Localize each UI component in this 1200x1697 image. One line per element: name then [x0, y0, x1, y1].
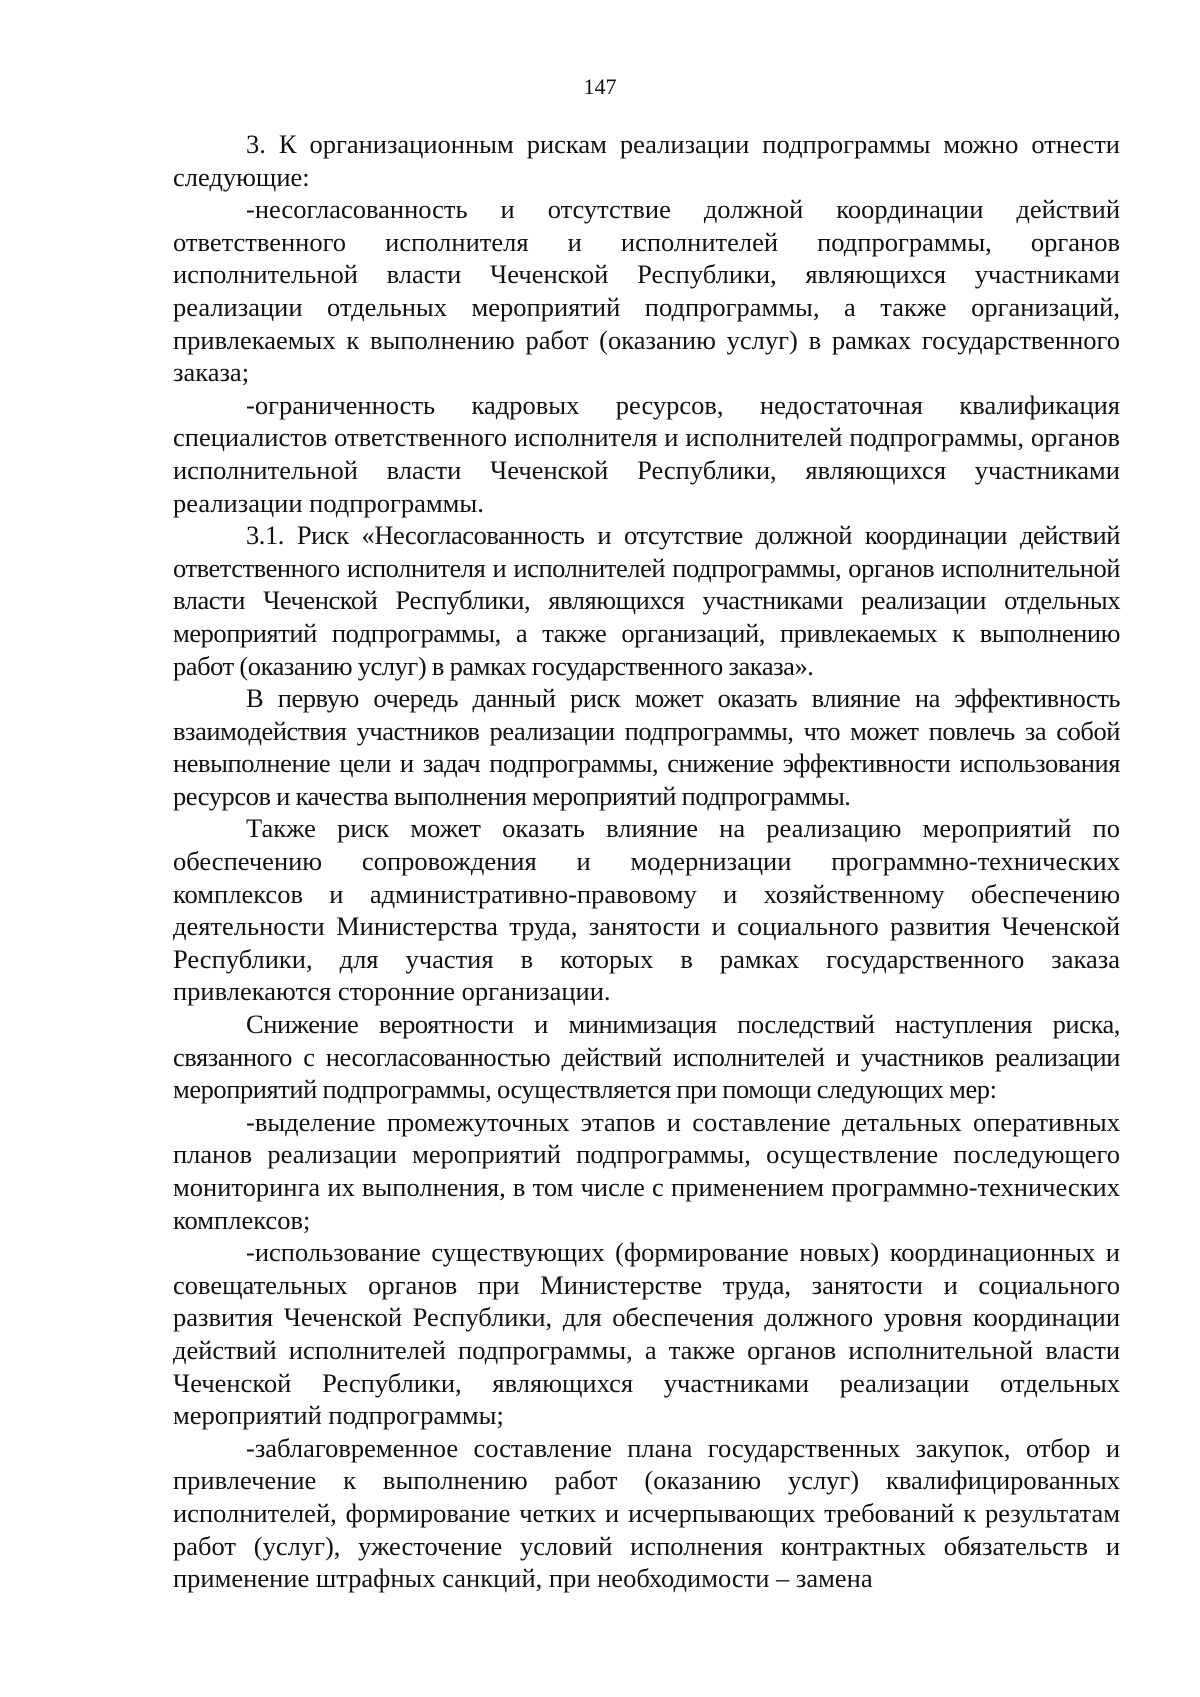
paragraph-measure-bodies: -использование существующих (формирование новых) координационных и совещательных органов при Министерстве труда, занятости и социального развития Чеченской Республики, для обеспечения должного уровня координации действий исполнителей подпрограммы, а также органов исполнительной власти Чеченской Республики, являющихся участниками реализации отдельных мероприятий подпрограммы;: [173, 1237, 1120, 1431]
paragraph-risk-activities: Также риск может оказать влияние на реализацию мероприятий по обеспечению сопровождения и модернизации программно-технических комплексов и административно-правовому и хозяйственному обеспечению деятельности Министерства труда, занятости и социального развития Чеченской Республики, для участия в которых в рамках государственного заказа привлекаются сторонние организации.: [173, 813, 1120, 1007]
paragraph-mitigation-intro: Снижение вероятности и минимизация последствий наступления риска, связанного с несогласованностью действий исполнителей и участников реализации мероприятий подпрограммы, осуществляется при помощи следующих мер:: [173, 1009, 1120, 1105]
page-number: 147: [583, 74, 617, 99]
paragraph-risk-3-1: 3.1. Риск «Несогласованность и отсутствие должной координации действий ответственного исполнителя и исполнителей подпрограммы, органов исполнительной власти Чеченской Республики, являющихся участниками реализации отдельных мероприятий подпрограммы, а также организаций, привлекаемых к выполнению работ (оказанию услуг) в рамках государственного заказа».: [173, 520, 1120, 681]
paragraph-organizational-risks-intro: 3. К организационным рискам реализации подпрограммы можно отнести следующие:: [173, 129, 1120, 192]
document-body: [173, 128, 1120, 1595]
paragraph-risk-influence: В первую очередь данный риск может оказать влияние на эффективность взаимодействия участников реализации подпрограммы, что может повлечь за собой невыполнение цели и задач подпрограммы, снижение эффективности использования ресурсов и качества выполнения мероприятий подпрограммы.: [173, 683, 1120, 811]
paragraph-measure-stages: -выделение промежуточных этапов и составление детальных оперативных планов реализации мероприятий подпрограммы, осуществление последующего мониторинга их выполнения, в том числе с применением программно-технических комплексов;: [173, 1106, 1120, 1235]
paragraph-risk-item-coordination: -несогласованность и отсутствие должной координации действий ответственного исполнителя и исполнителей подпрограммы, органов исполнительной власти Чеченской Республики, являющихся участниками реализации отдельных мероприятий подпрограммы, а также организаций, привлекаемых к выполнению работ (оказанию услуг) в рамках государственного заказа;: [173, 194, 1120, 388]
paragraph-risk-item-staff: -ограниченность кадровых ресурсов, недостаточная квалификация специалистов ответственного исполнителя и исполнителей подпрограммы, органов исполнительной власти Чеченской Республики, являющихся участниками реализации подпрограммы.: [173, 389, 1120, 518]
paragraph-measure-procurement: -заблаговременное составление плана государственных закупок, отбор и привлечение к выполнению работ (оказанию услуг) квалифицированных исполнителей, формирование четких и исчерпывающих требований к результатам работ (услуг), ужесточение условий исполнения контрактных обязательств и применение штрафных санкций, при необходимости – замена: [173, 1432, 1120, 1594]
